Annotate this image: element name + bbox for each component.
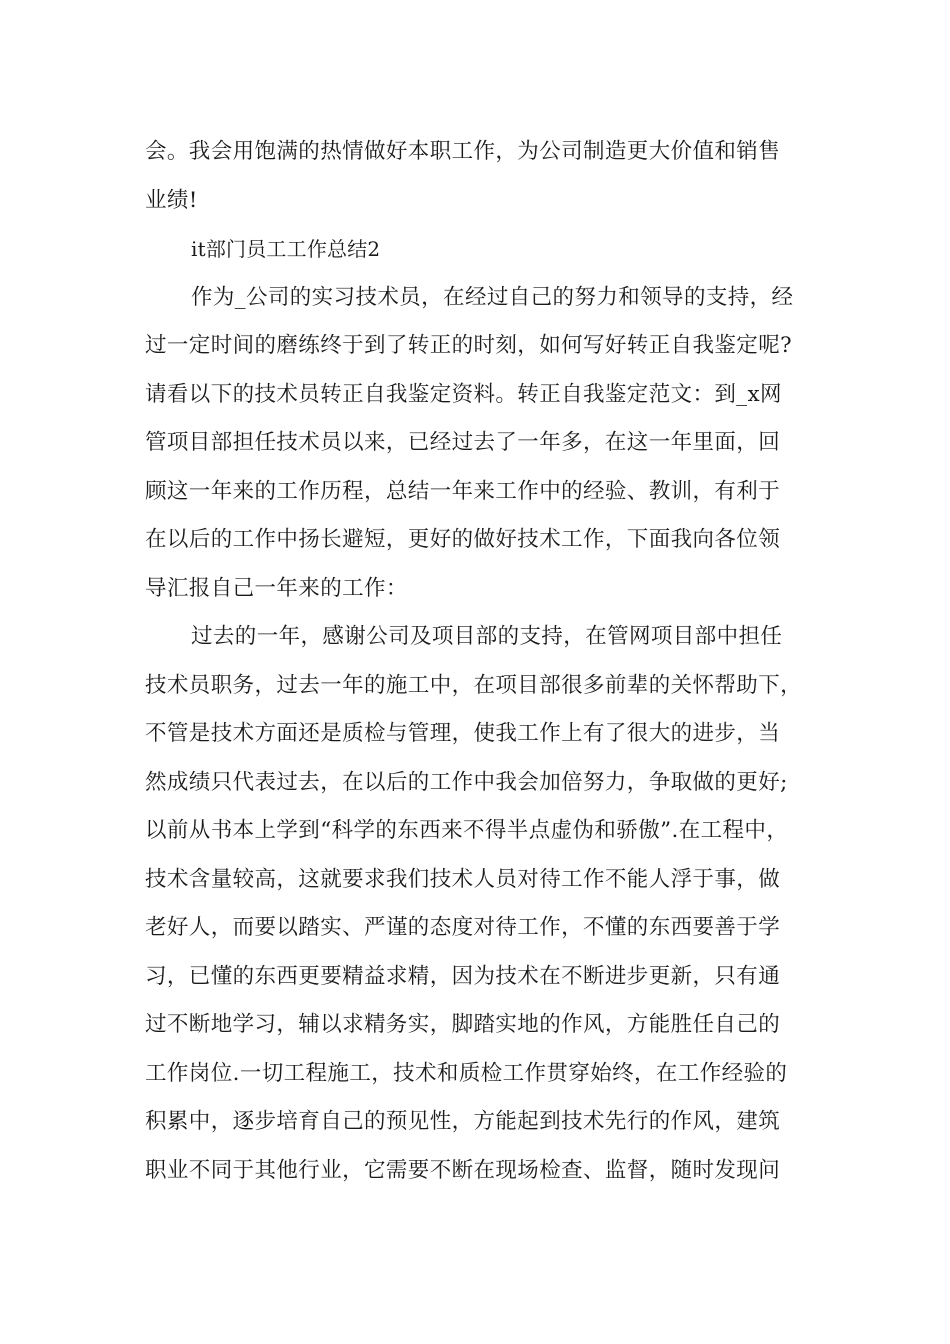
text-line: 会。我会用饱满的热情做好本职工作，为公司制造更大价值和销售	[145, 139, 781, 164]
document-body	[145, 128, 835, 1195]
text-line: 过去的一年，感谢公司及项目部的支持，在管网项目部中担任	[191, 624, 783, 649]
text-line: 在以后的工作中扬长避短，更好的做好技术工作，下面我向各位领	[145, 527, 781, 552]
text-line: 不管是技术方面还是质检与管理，使我工作上有了很大的进步，当	[145, 721, 781, 746]
text-line: 导汇报自己一年来的工作：	[145, 575, 408, 601]
text-line: 过不断地学习，辅以求精务实，脚踏实地的作风，方能胜任自己的	[145, 1012, 781, 1037]
text-line: 职业不同于其他行业，它需要不断在现场检查、监督，随时发现问	[145, 1157, 781, 1183]
text-line: 积累中，逐步培育自己的预见性，方能起到技术先行的作风，建筑	[145, 1109, 781, 1134]
text-line: 管项目部担任技术员以来，已经过去了一年多，在这一年里面，回	[145, 430, 781, 455]
text-line: 作为_公司的实习技术员，在经过自己的努力和领导的支持，经	[191, 284, 794, 310]
text-line: 技术员职务，过去一年的施工中，在项目部很多前辈的关怀帮助下，	[145, 672, 803, 698]
text-line: 请看以下的技术员转正自我鉴定资料。转正自我鉴定范文：到_x网	[145, 381, 782, 407]
paragraph-continuation	[145, 128, 835, 225]
text-line: 技术含量较高，这就要求我们技术人员对待工作不能人浮于事，做	[145, 866, 781, 892]
text-line: 过一定时间的磨练终于到了转正的时刻，如何写好转正自我鉴定呢?	[145, 333, 793, 358]
text-line: 业绩!	[145, 187, 198, 213]
section-heading: it部门员工工作总结2	[191, 237, 381, 261]
paragraph-intro	[145, 274, 835, 614]
paragraph-review	[145, 613, 835, 1195]
text-line: 然成绩只代表过去，在以后的工作中我会加倍努力，争取做的更好;	[145, 769, 788, 795]
text-line: 顾这一年来的工作历程，总结一年来工作中的经验、教训，有利于	[145, 478, 781, 504]
text-line: 老好人，而要以踏实、严谨的态度对待工作，不懂的东西要善于学	[145, 915, 781, 940]
text-line: 习，已懂的东西更要精益求精，因为技术在不断进步更新，只有通	[145, 963, 781, 989]
text-line: 工作岗位.一切工程施工，技术和质检工作贯穿始终，在工作经验的	[145, 1060, 788, 1086]
text-line: 以前从书本上学到“科学的东西来不得半点虚伪和骄傲”.在工程中，	[145, 818, 789, 843]
